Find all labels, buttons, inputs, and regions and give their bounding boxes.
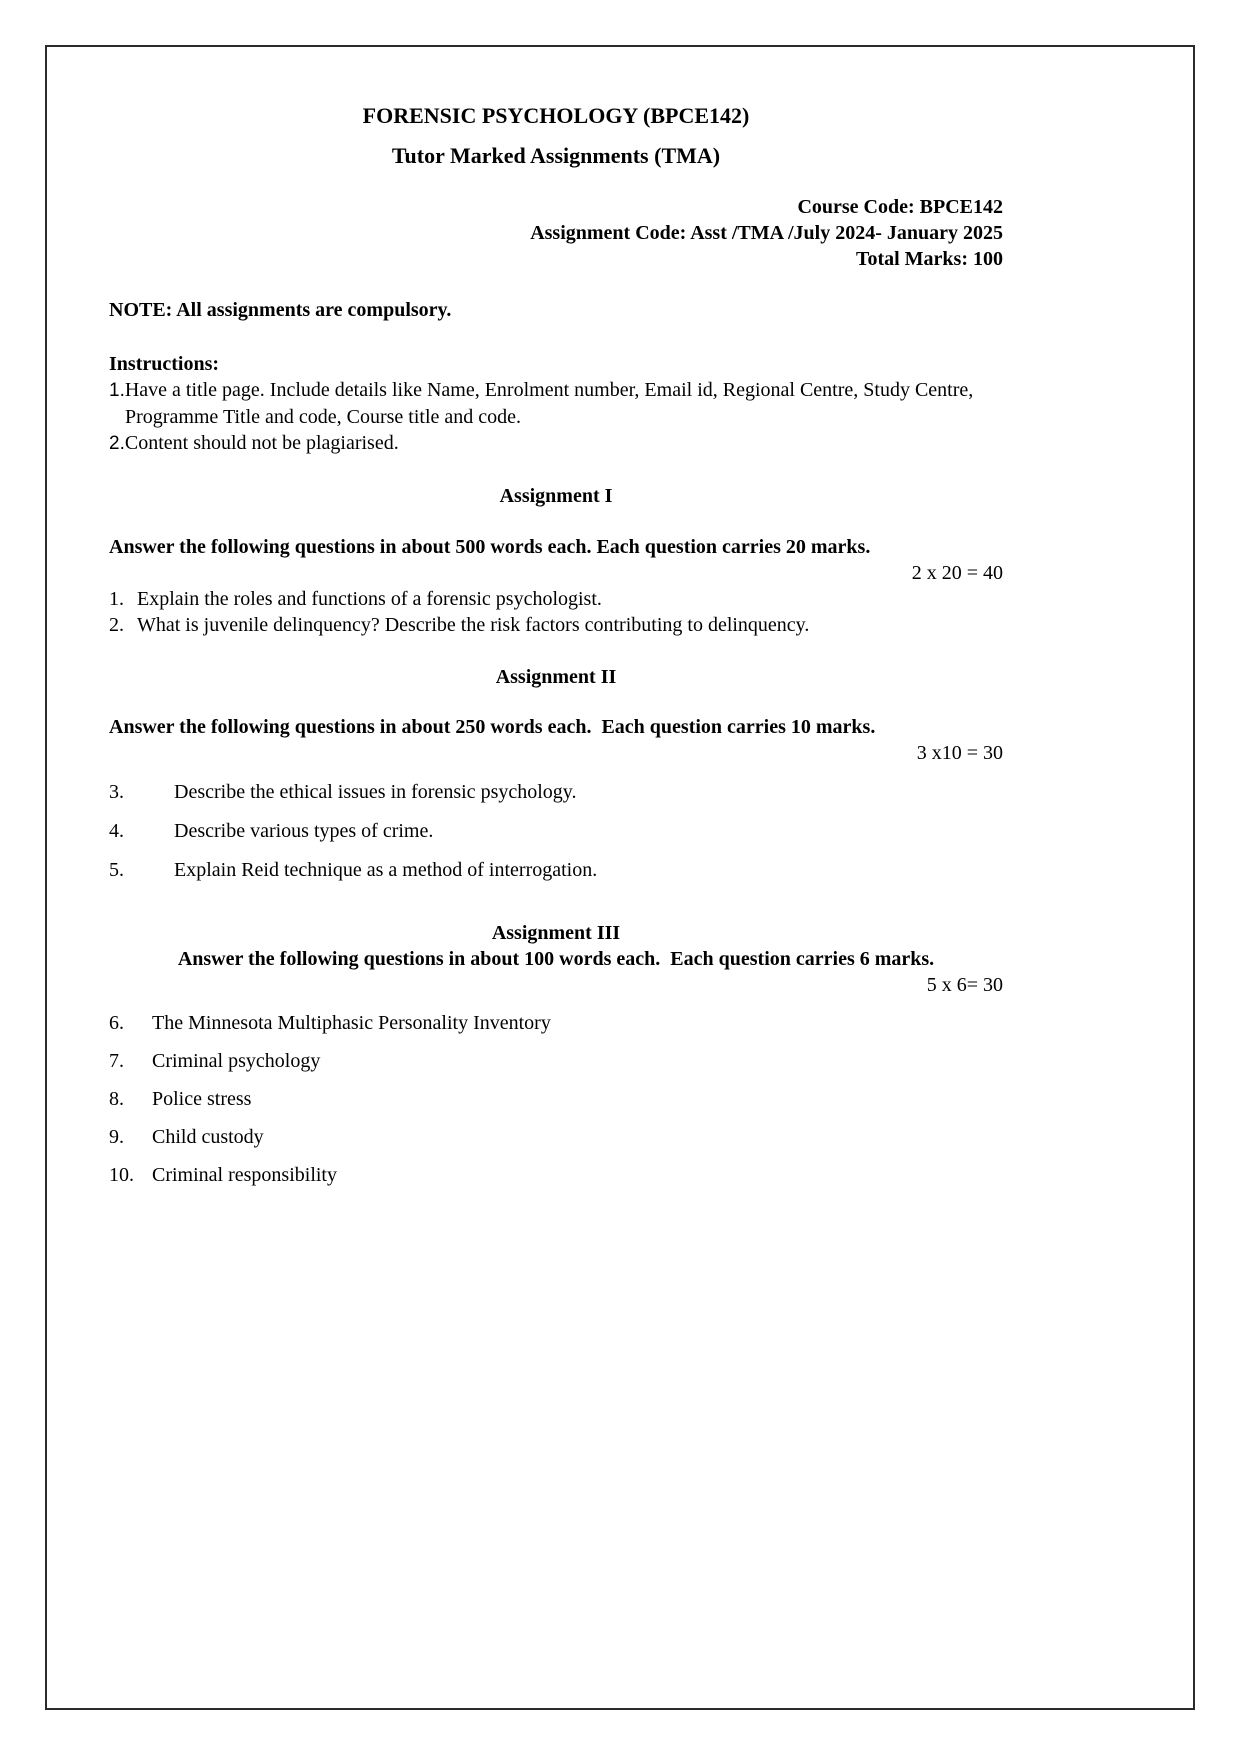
question-text: Explain the roles and functions of a forensic psychologist. [137, 588, 602, 610]
assignment-3-section [109, 920, 1003, 1188]
document-title: FORENSIC PSYCHOLOGY (BPCE142) [362, 103, 750, 128]
total-marks-line: Total Marks: 100 [855, 248, 1003, 270]
question-row [109, 1048, 1003, 1074]
question-number: 8. [109, 1088, 124, 1110]
note-line: NOTE: All assignments are compulsory. [109, 299, 452, 321]
question-text: Criminal responsibility [152, 1164, 337, 1186]
assignment-1-marks: 2 x 20 = 40 [911, 562, 1003, 584]
question-number: 10. [109, 1164, 134, 1186]
assignment-code-line: Assignment Code: Asst /TMA /July 2024- January 2025 [530, 222, 1003, 244]
assignment-1-instruction: Answer the following questions in about 500 words each. Each question carries 20 marks. [109, 536, 871, 558]
question-text: Explain Reid technique as a method of interrogation. [174, 859, 598, 881]
course-code-line: Course Code: BPCE142 [797, 196, 1003, 218]
question-row [109, 1010, 1003, 1036]
instructions-heading: Instructions: [109, 353, 220, 375]
question-text: Police stress [152, 1088, 252, 1110]
course-meta-block [109, 194, 1003, 272]
question-text: The Minnesota Multiphasic Personality Inventory [152, 1012, 551, 1034]
assignment-1-section [109, 483, 1003, 638]
question-row [109, 586, 1003, 612]
question-number: 6. [109, 1012, 124, 1034]
question-number: 7. [109, 1050, 124, 1072]
question-row [109, 818, 1003, 844]
question-number: 2. [109, 614, 124, 636]
question-row [109, 612, 1003, 638]
instruction-text: Content should not be plagiarised. [124, 432, 399, 454]
assignment-2-heading: Assignment II [495, 666, 617, 688]
assignment-2-section [109, 664, 1003, 883]
instruction-text: Have a title page. Include details like Name, Enrolment number, Email id, Regional Centre, Study Centre, Programme Title and code, Course title and code. [124, 379, 974, 428]
question-number: 9. [109, 1126, 124, 1148]
question-row [109, 1124, 1003, 1150]
instruction-item [109, 430, 1003, 457]
assignment-3-marks: 5 x 6= 30 [926, 974, 1003, 996]
document-content [47, 47, 1193, 1188]
question-row [109, 779, 1003, 805]
assignment-2-marks: 3 x10 = 30 [916, 742, 1003, 764]
question-text: Criminal psychology [152, 1050, 321, 1072]
question-number: 3. [109, 781, 124, 803]
assignment-1-heading: Assignment I [499, 485, 613, 507]
assignment-2-instruction: Answer the following questions in about 250 words each. Each question carries 10 marks. [109, 716, 876, 738]
assignment-3-heading: Assignment III [491, 922, 621, 944]
question-text: What is juvenile delinquency? Describe the risk factors contributing to delinquency. [137, 614, 810, 636]
question-number: 1. [109, 588, 124, 610]
question-number: 5. [109, 859, 124, 881]
instruction-number: 2. [109, 433, 125, 454]
question-number: 4. [109, 820, 124, 842]
question-text: Describe various types of crime. [174, 820, 434, 842]
question-row [109, 857, 1003, 883]
question-row [109, 1086, 1003, 1112]
instruction-number: 1. [109, 380, 125, 401]
question-row [109, 1162, 1003, 1188]
assignment-3-instruction: Answer the following questions in about 100 words each. Each question carries 6 marks. [177, 948, 935, 970]
document-page-border [45, 45, 1195, 1710]
question-text: Describe the ethical issues in forensic psychology. [174, 781, 577, 803]
instruction-item [109, 377, 1003, 430]
question-text: Child custody [152, 1126, 264, 1148]
document-subtitle: Tutor Marked Assignments (TMA) [391, 143, 721, 168]
